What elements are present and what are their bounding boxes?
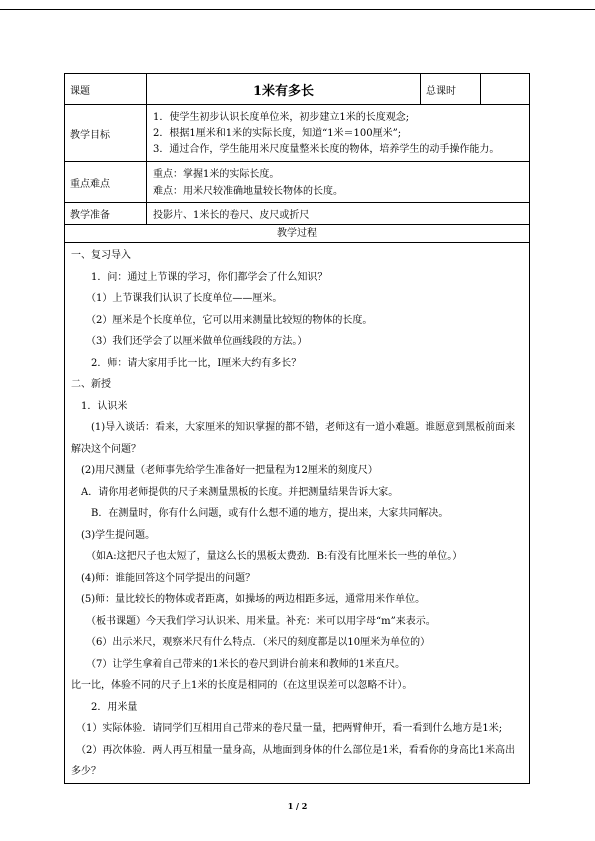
process-line: (1)导入谈话：看来，大家厘米的知识掌握的都不错，老师这有一道小难题。谁愿意到黑板前面来解决这个问题？: [71, 422, 516, 455]
title-row: [65, 74, 530, 105]
process-line: （1）实际体验．请同学们互相用自己带来的卷尺量一量，把两臂伸开，看一看到什么地方是1米;: [71, 723, 503, 734]
process-line: 2．师：请大家用手比一比，I厘米大约有多长？: [71, 357, 302, 369]
section-heading: 一、复习导入: [71, 250, 131, 261]
process-line: （如A:这把尺子也太短了，量这么长的黑板太费劲．B:有没有比厘米长一些的单位。）: [71, 551, 463, 562]
process-line: (4)师：谁能回答这个同学提出的问题？: [71, 572, 256, 584]
process-line: （1）上节课我们认识了长度单位——厘米。: [71, 293, 283, 304]
process-line: （6）出示米尺，观察米尺有什么特点．（米尺的刻度都是以10厘米为单位的）: [71, 637, 431, 648]
process-line: （2）再次体验．两人再互相量一量身高，从地面到身体的什么部位是1米，看看你的身高比1米高出多少？: [71, 744, 516, 777]
key-point-item: 难点：用米尺较准确地量较长物体的长度。: [153, 186, 343, 197]
header-rule: [0, 9, 595, 10]
goal-item: 2．根据1厘米和1米的实际长度，知道“1米＝100厘米”;: [153, 128, 402, 139]
process-line: 1．问：通过上节课的学习，你们都学会了什么知识？: [71, 271, 328, 283]
total-hours-label: 总课时: [421, 74, 481, 105]
lesson-title: 1米有多长: [147, 74, 421, 105]
goal-item: 3．通过合作，学生能用米尺度量整米长度的物体，培养学生的动手操作能力。: [153, 144, 500, 155]
process-line: （板书课题）今天我们学习认识米、用米量。补充：米可以用字母“m”来表示。: [71, 615, 436, 627]
process-heading-row: [65, 225, 530, 243]
key-points-label: 重点难点: [65, 162, 147, 203]
process-line: （2）厘米是个长度单位，它可以用来测量比较短的物体的长度。: [71, 314, 373, 326]
lesson-plan-table: [64, 73, 530, 784]
course-label: 课题: [65, 74, 147, 105]
process-line: （3）我们还学会了以厘米做单位画线段的方法。）: [71, 336, 308, 347]
process-line: （7）让学生拿着自己带来的1米长的卷尺到讲台前来和教师的1米直尺。: [71, 658, 406, 670]
key-point-item: 重点：掌握1米的实际长度。: [153, 169, 280, 180]
process-line: (5)师：量比较长的物体或者距离，如操场的两边相距多远，通常用米作单位。: [71, 594, 426, 605]
process-body: [65, 243, 530, 784]
process-line: (3)学生提问题。: [71, 529, 156, 541]
section-heading: 二、新授: [71, 379, 111, 390]
process-line: B．在测量时，你有什么问题，或有什么想不通的地方，提出来，大家共同解决。: [71, 508, 449, 519]
prep-label: 教学准备: [65, 203, 147, 225]
process-body-row: [65, 243, 530, 784]
goals-row: [65, 105, 530, 162]
key-points-content: [147, 162, 530, 203]
process-line: A．请你用老师提供的尺子来测量黑板的长度。并把测量结果告诉大家。: [71, 486, 399, 498]
process-line: 1．认识米: [71, 400, 128, 412]
goals-content: [147, 105, 530, 162]
prep-content: 投影片、1米长的卷尺、皮尺或折尺: [147, 203, 530, 225]
total-hours-value: [481, 74, 530, 105]
prep-row: [65, 203, 530, 225]
process-line: (2)用尺测量（老师事先给学生准备好一把量程为12厘米的刻度尺）: [71, 465, 378, 476]
process-line: 比一比，体验不同的尺子上1米的长度是相同的（在这里误差可以忽略不计）。: [71, 680, 413, 691]
key-points-row: [65, 162, 530, 203]
goal-item: 1．使学生初步认识长度单位米，初步建立1米的长度观念;: [153, 112, 410, 123]
goals-label: 教学目标: [65, 105, 147, 162]
process-line: 2．用米量: [71, 701, 138, 713]
page-number: 1 / 2: [287, 801, 308, 811]
process-heading: 教学过程: [65, 225, 530, 243]
